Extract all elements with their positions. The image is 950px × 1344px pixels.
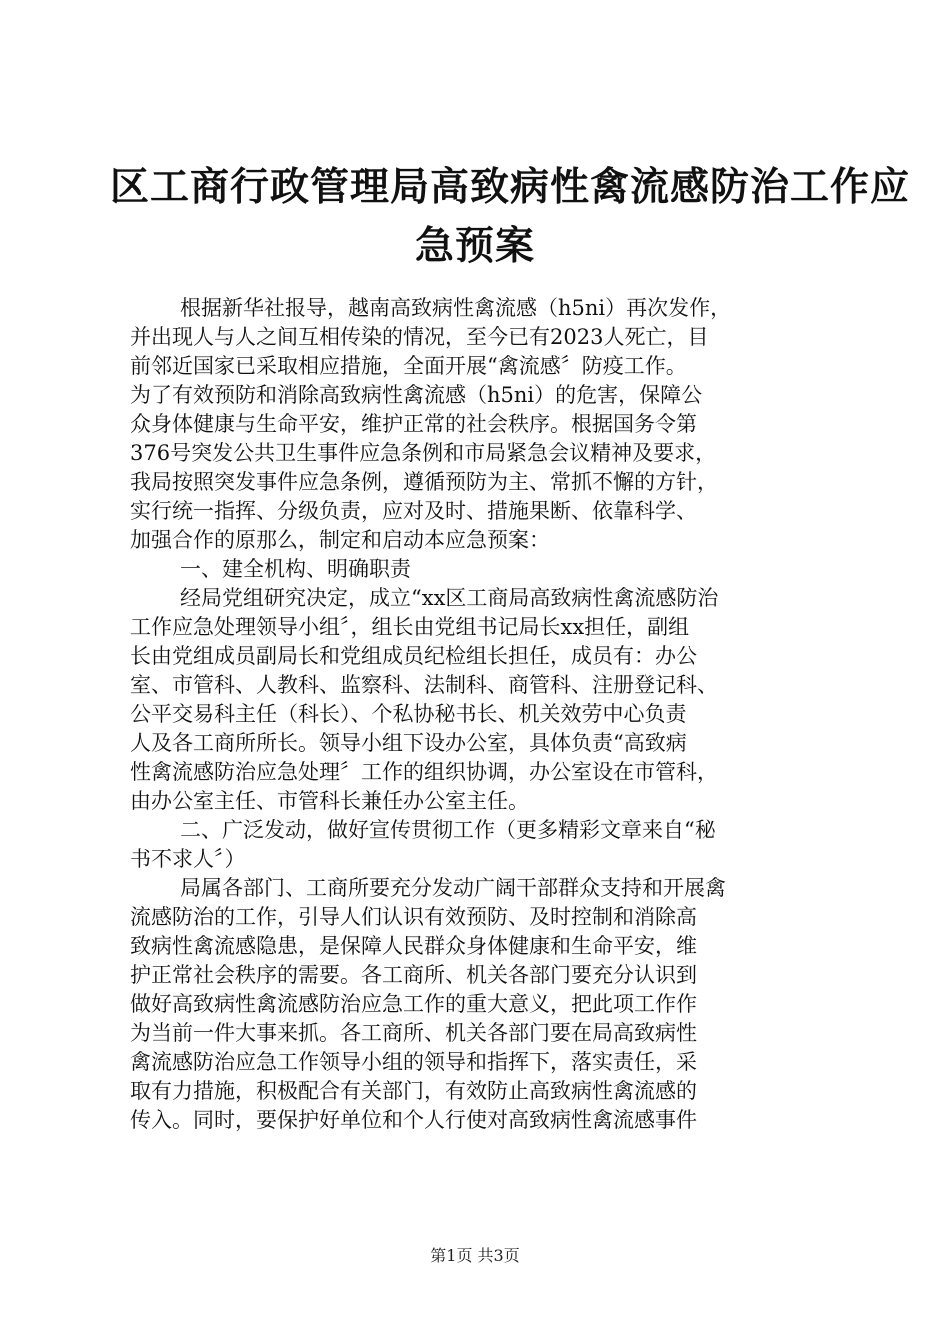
body-text-line: 376号突发公共卫生事件应急条例和市局紧急会议精神及要求，	[130, 441, 717, 465]
body-text-line: 长由党组成员副局长和党组成员纪检组长担任，成员有：办公	[130, 644, 697, 668]
document-body	[130, 294, 850, 1135]
body-text-line: 为当前一件大事来抓。各工商所、机关各部门要在局高致病性	[130, 1021, 697, 1045]
body-text-line: 做好高致病性禽流感防治应急工作的重大意义，把此项工作作	[130, 992, 697, 1016]
page-footer: 第1页 共3页	[430, 1246, 520, 1265]
body-text-line: 实行统一指挥、分级负责，应对及时、措施果断、依靠科学、	[130, 499, 697, 523]
body-text-line: 禽流感防治应急工作领导小组的领导和指挥下，落实责任，采	[130, 1050, 697, 1074]
body-text-line: 性禽流感防治应急处理〞工作的组织协调，办公室设在市管科，	[130, 760, 718, 784]
body-text-line: 由办公室主任、市管科长兼任办公室主任。	[130, 789, 529, 813]
body-text-line: 传入。同时，要保护好单位和个人行使对高致病性禽流感事件	[130, 1108, 697, 1132]
body-text-line: 工作应急处理领导小组〞，组长由党组书记局长xx担任，副组	[130, 615, 690, 639]
body-text-line: 室、市管科、人教科、监察科、法制科、商管科、注册登记科、	[130, 673, 718, 697]
body-text-line: 众身体健康与生命平安，维护正常的社会秩序。根据国务令第	[130, 412, 697, 436]
body-text-line: 书不求人〞）	[130, 847, 246, 871]
body-text-line: 公平交易科主任（科长）、个私协秘书长、机关效劳中心负责	[130, 702, 687, 726]
body-text-line: 局属各部门、工商所要充分发动广阔干部群众支持和开展禽	[180, 876, 726, 900]
body-text-line: 取有力措施，积极配合有关部门，有效防止高致病性禽流感的	[130, 1079, 697, 1103]
body-text-line: 流感防治的工作，引导人们认识有效预防、及时控制和消除高	[130, 905, 697, 929]
body-text-line: 人及各工商所所长。领导小组下设办公室，具体负责“高致病	[130, 731, 687, 755]
body-text-line: 加强合作的原那么，制定和启动本应急预案：	[130, 528, 550, 552]
body-text-line: 并出现人与人之间互相传染的情况，至今已有2023人死亡，目	[130, 325, 709, 349]
body-text-line: 致病性禽流感隐患，是保障人民群众身体健康和生命平安，维	[130, 934, 697, 958]
body-text-line: 二、广泛发动，做好宣传贯彻工作（更多精彩文章来自“秘	[180, 818, 716, 842]
body-text-line: 前邻近国家已采取相应措施，全面开展“禽流感〞防疫工作。	[130, 354, 687, 378]
body-text-line: 一、建全机构、明确职责	[180, 557, 411, 581]
body-text-line: 护正常社会秩序的需要。各工商所、机关各部门要充分认识到	[130, 963, 697, 987]
body-text-line: 经局党组研究决定，成立“xx区工商局高致病性禽流感防治	[180, 586, 719, 610]
body-text-line: 我局按照突发事件应急条例，遵循预防为主、常抓不懈的方针，	[130, 470, 718, 494]
body-text-line: 根据新华社报导，越南高致病性禽流感（h5ni）再次发作，	[180, 296, 732, 320]
body-text-line: 为了有效预防和消除高致病性禽流感（h5ni）的危害，保障公	[130, 383, 703, 407]
document-title-line-2: 急预案	[414, 223, 535, 269]
document-title-line-1: 区工商行政管理局高致病性禽流感防治工作应	[110, 164, 911, 210]
